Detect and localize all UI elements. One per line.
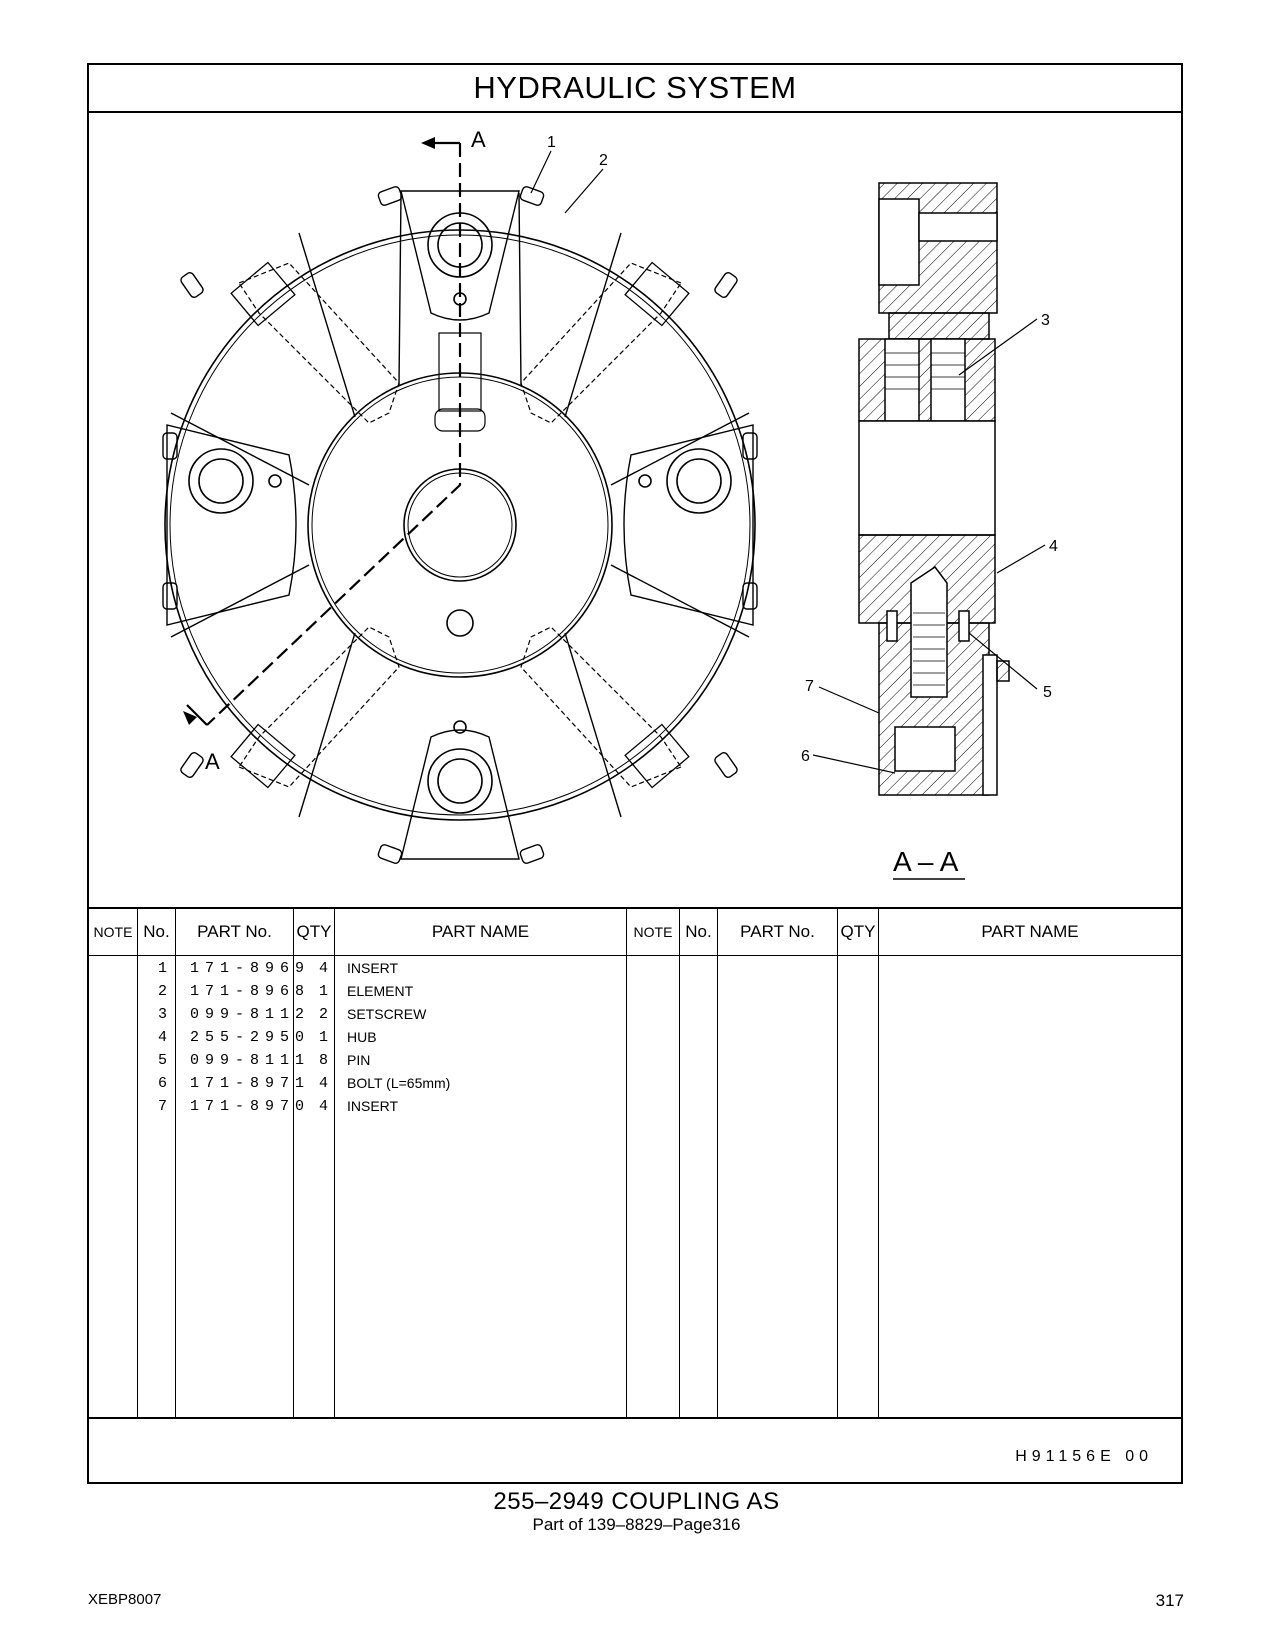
row-part-name: BOLT (L=65mm) <box>347 1075 451 1091</box>
coupling-illustration <box>89 113 1181 907</box>
assembly-title: 255–2949 COUPLING AS <box>493 1488 780 1515</box>
row-part-name: HUB <box>347 1029 377 1045</box>
callout-6: 6 <box>801 748 810 765</box>
row-qty: 4 <box>318 960 328 977</box>
row-part-no: 171-8968 <box>190 983 311 1000</box>
header-note-right: NOTE <box>627 909 679 956</box>
col-no-right <box>680 909 718 1417</box>
row-part-no: 171-8971 <box>190 1075 311 1092</box>
front-view <box>163 143 757 864</box>
callout-7: 7 <box>805 678 814 695</box>
header-no-right: No. <box>680 909 717 956</box>
col-note-right <box>627 909 680 1417</box>
document-id: XEBP8007 <box>88 1591 162 1608</box>
header-part-no-right: PART No. <box>718 909 837 956</box>
col-no-left <box>138 909 176 1417</box>
section-view <box>859 183 1009 795</box>
row-no: 3 <box>157 1006 167 1023</box>
row-part-name: SETSCREW <box>347 1006 427 1022</box>
col-partname-right <box>879 909 1181 1417</box>
callout-1: 1 <box>547 134 556 151</box>
col-qty-left <box>294 909 335 1417</box>
row-part-no: 099-8112 <box>190 1006 311 1023</box>
section-marker-bottom: A <box>205 749 220 774</box>
row-qty: 2 <box>318 1006 328 1023</box>
callout-5: 5 <box>1043 684 1052 701</box>
row-qty: 1 <box>318 1029 328 1046</box>
row-qty: 4 <box>318 1075 328 1092</box>
row-qty: 1 <box>318 983 328 1000</box>
header-no: No. <box>138 909 175 956</box>
row-part-name: ELEMENT <box>347 983 414 999</box>
row-part-no: 171-8970 <box>190 1098 311 1115</box>
col-qty-right <box>838 909 879 1417</box>
col-partno-left <box>176 909 311 1417</box>
row-part-no: 171-8969 <box>190 960 311 977</box>
header-qty-right: QTY <box>838 909 878 956</box>
col-partname-left <box>335 909 627 1417</box>
header-note: NOTE <box>89 909 137 956</box>
drawing-code: H91156E 00 <box>1015 1448 1153 1465</box>
row-part-no: 099-8111 <box>190 1052 311 1069</box>
row-qty: 4 <box>318 1098 328 1115</box>
row-part-no: 255-2950 <box>190 1029 311 1046</box>
header-part-name: PART NAME <box>335 909 626 956</box>
col-partno-right <box>718 909 838 1417</box>
section-arrow-top <box>421 137 435 149</box>
row-part-name: INSERT <box>347 1098 399 1114</box>
callout-2: 2 <box>599 152 608 169</box>
row-no: 1 <box>157 960 167 977</box>
leader-lines-front <box>531 151 603 213</box>
row-qty: 8 <box>318 1052 328 1069</box>
page-frame <box>87 63 1183 1484</box>
row-no: 4 <box>157 1029 167 1046</box>
page-number: 317 <box>1155 1591 1184 1610</box>
page-title: HYDRAULIC SYSTEM <box>89 65 1181 113</box>
section-label: A – A <box>893 846 959 877</box>
row-no: 5 <box>157 1052 167 1069</box>
header-qty: QTY <box>294 909 334 956</box>
header-part-name-right: PART NAME <box>879 909 1181 956</box>
row-part-name: PIN <box>347 1052 371 1068</box>
row-part-name: INSERT <box>347 960 399 976</box>
assembly-reference: Part of 139–8829–Page316 <box>532 1515 741 1534</box>
exploded-drawing <box>89 113 1181 907</box>
parts-table <box>89 907 1181 1419</box>
header-part-no: PART No. <box>176 909 293 956</box>
callout-4: 4 <box>1049 538 1058 555</box>
row-no: 6 <box>157 1075 167 1092</box>
row-no: 2 <box>157 983 167 1000</box>
col-note-left <box>89 909 138 1417</box>
section-marker-top: A <box>471 127 486 152</box>
row-no: 7 <box>157 1098 167 1115</box>
callout-3: 3 <box>1041 312 1050 329</box>
